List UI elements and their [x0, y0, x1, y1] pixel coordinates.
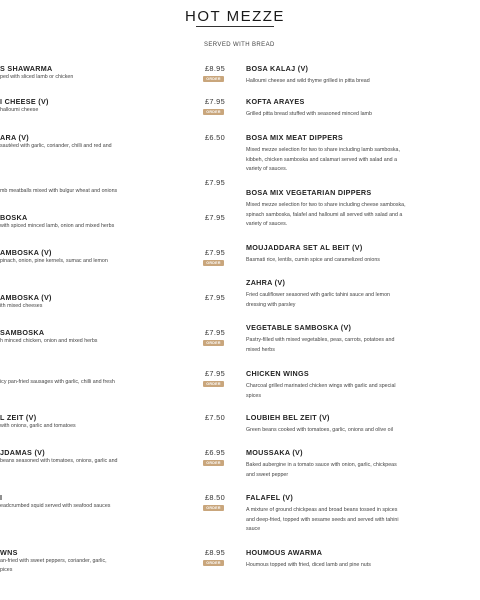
menu-item: [0, 369, 230, 409]
menu-item-name: SAMBOSKA: [0, 328, 45, 337]
section-subtitle: SERVED WITH BREAD: [204, 42, 275, 48]
menu-item: [246, 133, 406, 175]
menu-item-description: Mixed mezze selection for two to share including cheese samboska, spinach samboska, falafel and halloumi all served with salad and a variety of sauces.: [246, 202, 406, 228]
menu-item-name: KOFTA ARAYES: [246, 97, 305, 106]
menu-item-description: with spiced minced lamb, onion and mixed herbs: [0, 223, 115, 229]
menu-item-name: I CHEESE (V): [0, 97, 49, 106]
menu-item-name: BOSA KALAJ (V): [246, 64, 309, 73]
order-button[interactable]: ORDER: [203, 340, 224, 346]
menu-item: [0, 97, 230, 137]
menu-item-name: MOUSSAKA (V): [246, 448, 303, 457]
order-button[interactable]: ORDER: [203, 109, 224, 115]
menu-item: [246, 188, 406, 230]
menu-item-name: LOUBIEH BEL ZEIT (V): [246, 413, 330, 422]
menu-item-description: Mixed mezze selection for two to share including lamb samboska, kibbeh, chicken samboska and calamari served with salad and a variety of sauces.: [246, 147, 400, 173]
menu-item: [0, 448, 230, 488]
menu-item-description: an-fried with sweet peppers, coriander, garlic,: [0, 558, 107, 564]
menu-item-price: £7.95: [205, 213, 225, 222]
menu-item-description: h minced chicken, onion and mixed herbs: [0, 338, 98, 344]
menu-item: [246, 369, 406, 401]
menu-item: [246, 548, 406, 571]
menu-item-name: CHICKEN WINGS: [246, 369, 309, 378]
menu-item: [246, 278, 406, 310]
menu-item-name: FALAFEL (V): [246, 493, 294, 502]
menu-item-description: with onions, garlic and tomatoes: [0, 423, 76, 429]
menu-item: [0, 328, 230, 368]
menu-item: [0, 133, 230, 173]
menu-item-price: £7.95: [205, 293, 225, 302]
order-button[interactable]: ORDER: [203, 260, 224, 266]
menu-item-description: Grilled pitta bread stuffed with seasoned minced lamb: [246, 111, 372, 117]
menu-item: [0, 548, 230, 588]
menu-item-description: Houmous topped with fried, diced lamb and pine nuts: [246, 562, 371, 568]
order-button[interactable]: ORDER: [203, 381, 224, 387]
menu-item-description: ped with sliced lamb or chicken: [0, 74, 74, 80]
menu-item: [0, 293, 230, 333]
menu-item-description: beans seasoned with tomatoes, onions, garlic and: [0, 458, 118, 464]
menu-item-name: WNS: [0, 548, 18, 557]
menu-item-description: mb meatballs mixed with bulgur wheat and onions: [0, 188, 118, 194]
menu-item-description: Halloumi cheese and wild thyme grilled in pitta bread: [246, 78, 370, 84]
menu-item-name: HOUMOUS AWARMA: [246, 548, 323, 557]
menu-item-description: pinach, onion, pine kernels, sumac and lemon: [0, 258, 108, 264]
menu-item: [0, 413, 230, 453]
menu-item-description: eadcrumbed squid served with seafood sauces: [0, 503, 111, 509]
menu-item: [0, 213, 230, 253]
menu-item: [0, 248, 230, 288]
menu-item-description: Pastry-filled with mixed vegetables, peas, carrots, potatoes and mixed herbs: [246, 337, 395, 353]
menu-item-name: I: [0, 493, 3, 502]
menu-item: [0, 178, 230, 218]
menu-item-price: £7.95: [205, 328, 225, 337]
order-button[interactable]: ORDER: [203, 76, 224, 82]
menu-item-description: A mixture of ground chickpeas and broad beans tossed in spices and deep-fried, topped with sesame seeds and served with tahini sauce: [246, 507, 399, 533]
menu-item-price: £8.95: [205, 548, 225, 557]
menu-item-price: £7.95: [205, 248, 225, 257]
menu-item-name: VEGETABLE SAMBOSKA (V): [246, 323, 352, 332]
menu-item-name: AMBOSKA (V): [0, 293, 52, 302]
menu-item-name: BOSA MIX MEAT DIPPERS: [246, 133, 343, 142]
menu-item-description-line2: pices: [0, 567, 13, 573]
menu-item-name: ZAHRA (V): [246, 278, 286, 287]
menu-item-name: S SHAWARMA: [0, 64, 53, 73]
menu-item-name: ARA (V): [0, 133, 29, 142]
menu-item-description: sautéed with garlic, coriander, chilli and red and: [0, 143, 112, 149]
menu-item: [246, 448, 406, 480]
menu-item-price: £7.95: [205, 178, 225, 187]
order-button[interactable]: ORDER: [203, 560, 224, 566]
menu-item-description: Basmati rice, lentils, cumin spice and caramelized onions: [246, 257, 380, 263]
title-underline: [196, 26, 274, 27]
menu-item-price: £8.95: [205, 64, 225, 73]
menu-item-description: Charcoal grilled marinated chicken wings with garlic and special spices: [246, 383, 396, 399]
menu-item-price: £7.95: [205, 97, 225, 106]
menu-item-price: £8.50: [205, 493, 225, 502]
order-button[interactable]: ORDER: [203, 505, 224, 511]
menu-item: [246, 413, 406, 436]
menu-item-description: icy pan-fried sausages with garlic, chilli and fresh: [0, 379, 115, 385]
menu-item-description: Baked aubergine in a tomato sauce with onion, garlic, chickpeas and sweet pepper: [246, 462, 397, 478]
menu-item-name: JDAMAS (V): [0, 448, 45, 457]
menu-item-description: ith mixed cheeses: [0, 303, 43, 309]
menu-item-name: BOSA MIX VEGETARIAN DIPPERS: [246, 188, 372, 197]
menu-item-name: AMBOSKA (V): [0, 248, 52, 257]
menu-item: [246, 97, 406, 120]
menu-item-name: L ZEIT (V): [0, 413, 37, 422]
menu-item: [246, 323, 406, 355]
menu-item-price: £7.95: [205, 369, 225, 378]
menu-item-price: £6.50: [205, 133, 225, 142]
menu-item: [246, 64, 406, 87]
menu-item: [246, 243, 406, 266]
menu-item-description: Green beans cooked with tomatoes, garlic, onions and olive oil: [246, 427, 393, 433]
menu-item: [246, 493, 406, 535]
order-button[interactable]: ORDER: [203, 460, 224, 466]
menu-item: [0, 493, 230, 533]
menu-item-price: £7.50: [205, 413, 225, 422]
page-title: HOT MEZZE: [185, 8, 285, 25]
menu-item-price: £6.95: [205, 448, 225, 457]
menu-item-description: halloumi cheese: [0, 107, 39, 113]
menu-item-description: Fried cauliflower seasoned with garlic tahini sauce and lemon dressing with parsley: [246, 292, 390, 308]
menu-item-name: BOSKA: [0, 213, 28, 222]
menu-item-name: MOUJADDARA SET AL BEIT (V): [246, 243, 363, 252]
